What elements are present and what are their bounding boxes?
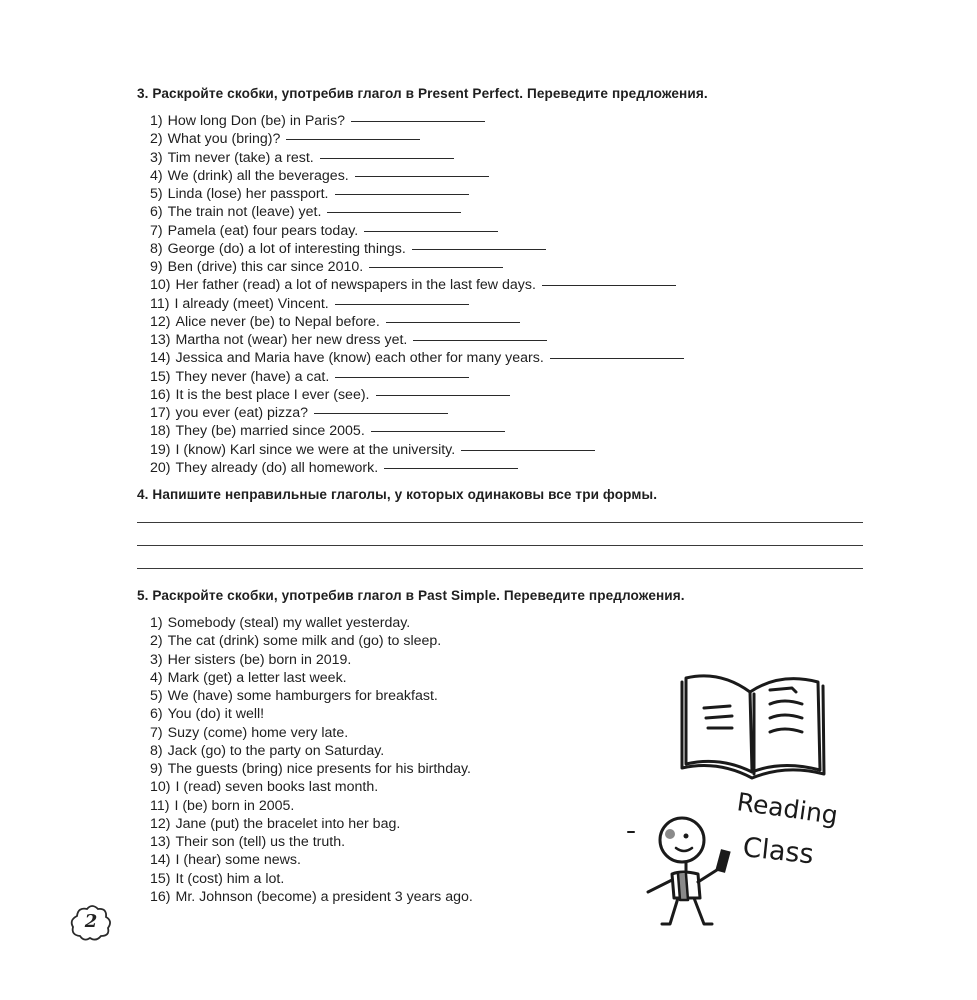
- item-text: What you (bring)?: [167, 131, 281, 148]
- item-text: Somebody (steal) my wallet yesterday.: [167, 615, 411, 631]
- item-number: 16): [150, 888, 171, 905]
- item-number: 1): [150, 113, 163, 129]
- answer-blank[interactable]: [413, 339, 547, 341]
- list-item: [150, 851, 473, 869]
- item-text: Alice never (be) to Nepal before.: [175, 313, 380, 330]
- reading-class-illustration: [620, 660, 860, 940]
- list-item: [150, 441, 684, 459]
- answer-blank[interactable]: [286, 138, 420, 140]
- item-text: Jessica and Maria have (know) each other for many years.: [175, 350, 544, 367]
- item-number: 17): [150, 405, 171, 421]
- list-item: [150, 833, 473, 851]
- list-item: [150, 888, 473, 906]
- item-text: They already (do) all homework.: [175, 459, 379, 476]
- list-item: [150, 724, 473, 742]
- task-5-heading: 5. Раскройте скобки, употребив глагол в Past Simple. Переведите предложения.: [137, 588, 685, 603]
- item-text: Her sisters (be) born in 2019.: [167, 651, 352, 668]
- list-item: [150, 185, 684, 203]
- list-item: [150, 404, 684, 422]
- list-item: [150, 368, 684, 386]
- item-number: 3): [150, 651, 163, 668]
- list-item: [150, 870, 473, 888]
- item-text: Martha not (wear) her new dress yet.: [175, 332, 408, 348]
- item-number: 8): [150, 240, 163, 257]
- task-4-heading: 4. Напишите неправильные глаголы, у которых одинаковы все три формы.: [137, 487, 658, 502]
- item-text: Mark (get) a letter last week.: [167, 669, 347, 686]
- item-text: You (do) it well!: [167, 706, 265, 723]
- list-item: [150, 149, 684, 167]
- answer-blank[interactable]: [371, 430, 505, 432]
- page-number-badge: [68, 900, 114, 946]
- list-item: [150, 130, 684, 148]
- item-number: 18): [150, 423, 171, 440]
- task-5-list: [150, 614, 473, 906]
- item-text: George (do) a lot of interesting things.: [167, 240, 406, 257]
- item-text: Linda (lose) her passport.: [167, 186, 329, 202]
- item-text: I already (meet) Vincent.: [174, 295, 329, 312]
- item-number: 9): [150, 761, 163, 777]
- answer-blank[interactable]: [355, 175, 489, 177]
- item-number: 2): [150, 633, 163, 650]
- task-3-heading: 3. Раскройте скобки, употребив глагол в Present Perfect. Переведите предложения.: [137, 86, 708, 101]
- item-text: Pamela (eat) four pears today.: [167, 222, 359, 239]
- item-number: 19): [150, 441, 171, 458]
- item-number: 11): [150, 797, 170, 814]
- item-text: They never (have) a cat.: [175, 368, 330, 385]
- list-item: [150, 669, 473, 687]
- list-item: [150, 258, 684, 276]
- list-item: [150, 313, 684, 331]
- list-item: [150, 687, 473, 705]
- answer-blank[interactable]: [335, 193, 469, 195]
- list-item: [150, 331, 684, 349]
- item-number: 16): [150, 386, 171, 403]
- answer-blank[interactable]: [320, 157, 454, 159]
- item-text: Jack (go) to the party on Saturday.: [167, 742, 385, 759]
- answer-blank[interactable]: [461, 449, 595, 451]
- item-number: 5): [150, 688, 163, 704]
- answer-line[interactable]: [137, 568, 863, 569]
- answer-blank[interactable]: [550, 357, 684, 359]
- item-number: 3): [150, 149, 163, 166]
- item-number: 7): [150, 724, 163, 741]
- answer-blank[interactable]: [376, 394, 510, 396]
- item-text: The train not (leave) yet.: [167, 204, 322, 221]
- item-text: Ben (drive) this car since 2010.: [167, 259, 364, 275]
- item-text: I (know) Karl since we were at the university.: [175, 441, 456, 458]
- item-number: 13): [150, 834, 171, 850]
- item-number: 13): [150, 332, 171, 348]
- item-text: I (be) born in 2005.: [174, 797, 295, 814]
- answer-blank[interactable]: [364, 230, 498, 232]
- item-text: Suzy (come) home very late.: [167, 724, 349, 741]
- list-item: [150, 742, 473, 760]
- item-number: 4): [150, 669, 163, 686]
- item-number: 10): [150, 779, 171, 796]
- item-number: 4): [150, 167, 163, 184]
- list-item: [150, 276, 684, 294]
- item-number: 12): [150, 815, 171, 832]
- list-item: [150, 651, 473, 669]
- item-text: It (cost) him a lot.: [175, 870, 285, 887]
- answer-blank[interactable]: [327, 211, 461, 213]
- item-number: 14): [150, 350, 171, 367]
- item-number: 10): [150, 277, 171, 294]
- reading-class-caption: [620, 660, 860, 940]
- list-item: [150, 797, 473, 815]
- caption-class: Class: [741, 832, 816, 871]
- item-number: 7): [150, 222, 163, 239]
- answer-blank[interactable]: [384, 467, 518, 469]
- list-item: [150, 349, 684, 367]
- item-number: 12): [150, 313, 171, 330]
- answer-blank[interactable]: [386, 321, 520, 323]
- item-number: 14): [150, 852, 171, 869]
- list-item: [150, 632, 473, 650]
- item-text: They (be) married since 2005.: [175, 423, 365, 440]
- item-text: We (drink) all the beverages.: [167, 167, 349, 184]
- caption-reading: Reading: [735, 787, 840, 831]
- answer-line[interactable]: [137, 545, 863, 546]
- item-text: How long Don (be) in Paris?: [167, 113, 346, 129]
- item-number: 6): [150, 706, 163, 723]
- item-number: 1): [150, 615, 163, 631]
- list-item: [150, 815, 473, 833]
- list-item: [150, 705, 473, 723]
- item-number: 15): [150, 870, 171, 887]
- item-text: It is the best place I ever (see).: [175, 386, 370, 403]
- item-number: 15): [150, 368, 171, 385]
- answer-blank[interactable]: [314, 412, 448, 414]
- item-number: 6): [150, 204, 163, 221]
- item-text: Her father (read) a lot of newspapers in the last few days.: [175, 277, 536, 294]
- list-item: [150, 778, 473, 796]
- item-text: I (read) seven books last month.: [175, 779, 379, 796]
- answer-blank[interactable]: [542, 284, 676, 286]
- list-item: [150, 459, 684, 477]
- item-text: Their son (tell) us the truth.: [175, 834, 346, 850]
- item-text: The cat (drink) some milk and (go) to sleep.: [167, 633, 442, 650]
- answer-line[interactable]: [137, 522, 863, 523]
- answer-blank[interactable]: [412, 248, 546, 250]
- list-item: [150, 422, 684, 440]
- list-item: [150, 240, 684, 258]
- item-number: 8): [150, 742, 163, 759]
- item-number: 2): [150, 131, 163, 148]
- answer-blank[interactable]: [335, 376, 469, 378]
- list-item: [150, 167, 684, 185]
- list-item: [150, 295, 684, 313]
- answer-blank[interactable]: [369, 266, 503, 268]
- item-number: 20): [150, 459, 171, 476]
- page-number: 2: [84, 911, 98, 932]
- item-number: 11): [150, 295, 170, 312]
- item-number: 5): [150, 186, 163, 202]
- answer-blank[interactable]: [335, 303, 469, 305]
- item-text: Tim never (take) a rest.: [167, 149, 314, 166]
- item-text: We (have) some hamburgers for breakfast.: [167, 688, 438, 704]
- item-text: you ever (eat) pizza?: [175, 405, 308, 421]
- list-item: [150, 760, 473, 778]
- answer-blank[interactable]: [351, 120, 485, 122]
- list-item: [150, 203, 684, 221]
- item-text: Mr. Johnson (become) a president 3 years ago.: [175, 888, 473, 905]
- list-item: [150, 222, 684, 240]
- list-item: [150, 614, 473, 632]
- item-text: Jane (put) the bracelet into her bag.: [175, 815, 401, 832]
- item-number: 9): [150, 259, 163, 275]
- task-3-list: [150, 112, 684, 477]
- item-text: I (hear) some news.: [175, 852, 301, 869]
- list-item: [150, 386, 684, 404]
- item-text: The guests (bring) nice presents for his birthday.: [167, 761, 471, 777]
- list-item: [150, 112, 684, 130]
